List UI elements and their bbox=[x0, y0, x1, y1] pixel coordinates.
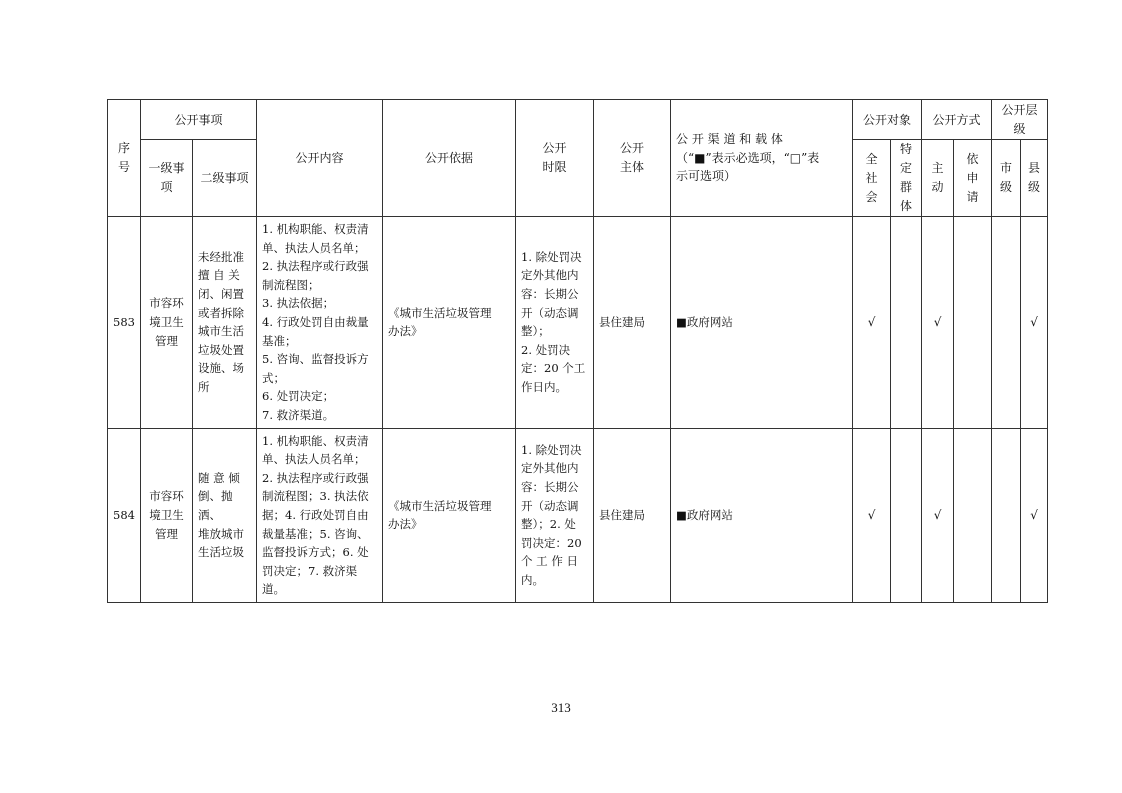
row-level2: 随 意 倾 倒、抛洒、 堆放城市 生活垃圾 bbox=[193, 428, 257, 602]
header-level-county: 县 级 bbox=[1021, 140, 1048, 217]
table-row bbox=[108, 217, 1048, 429]
row-time-limit: 1. 除处罚决 定外其他内 容：长期公 开（动态调 整）； 2. 处罚决 定：20 个工 作日内。 bbox=[516, 217, 594, 429]
row-method-active: √ bbox=[922, 217, 954, 429]
row-aud-all: √ bbox=[853, 428, 891, 602]
row-seq: 583 bbox=[108, 217, 141, 429]
header-method-request: 依 申 请 bbox=[954, 140, 992, 217]
row-aud-all: √ bbox=[853, 217, 891, 429]
row-method-active: √ bbox=[922, 428, 954, 602]
header-method: 公开方式 bbox=[922, 100, 992, 140]
row-aud-specific bbox=[891, 428, 922, 602]
header-aud-all: 全 社 会 bbox=[853, 140, 891, 217]
row-level-county: √ bbox=[1021, 428, 1048, 602]
header-basis: 公开依据 bbox=[383, 100, 516, 217]
header-level2: 二级事项 bbox=[193, 140, 257, 217]
row-level2: 未经批准 擅 自 关 闭、闲置 或者拆除 城市生活 垃圾处置 设施、场 所 bbox=[193, 217, 257, 429]
row-method-request bbox=[954, 428, 992, 602]
header-audience: 公开对象 bbox=[853, 100, 922, 140]
header-level-city: 市 级 bbox=[992, 140, 1021, 217]
row-content: 1. 机构职能、权责清 单、执法人员名单； 2. 执法程序或行政强 制流程图；3. 执法依 据；4. 行政处罚自由 裁量基准；5. 咨询、 监督投诉方式；6. 处 罚决定；7. 救济渠道。 bbox=[257, 428, 383, 602]
header-method-active: 主 动 bbox=[922, 140, 954, 217]
row-level-county: √ bbox=[1021, 217, 1048, 429]
row-level-city bbox=[992, 217, 1021, 429]
row-channel: ■政府网站 bbox=[671, 217, 853, 429]
row-subject: 县住建局 bbox=[594, 217, 671, 429]
header-channel: 公 开 渠 道 和 载 体 （“■”表示必选项，“□”表 示可选项） bbox=[671, 100, 853, 217]
row-level-city bbox=[992, 428, 1021, 602]
header-level1: 一级事 项 bbox=[141, 140, 193, 217]
header-seq: 序 号 bbox=[108, 100, 141, 217]
row-basis: 《城市生活垃圾管理 办法》 bbox=[383, 217, 516, 429]
header-subject: 公开 主体 bbox=[594, 100, 671, 217]
header-items: 公开事项 bbox=[141, 100, 257, 140]
header-level: 公开层 级 bbox=[992, 100, 1048, 140]
row-channel: ■政府网站 bbox=[671, 428, 853, 602]
table-row bbox=[108, 428, 1048, 602]
row-level1: 市容环 境卫生 管理 bbox=[141, 428, 193, 602]
row-seq: 584 bbox=[108, 428, 141, 602]
page-number: 313 bbox=[551, 700, 571, 715]
row-method-request bbox=[954, 217, 992, 429]
disclosure-table bbox=[107, 99, 1048, 603]
row-level1: 市容环 境卫生 管理 bbox=[141, 217, 193, 429]
row-aud-specific bbox=[891, 217, 922, 429]
header-content: 公开内容 bbox=[257, 100, 383, 217]
row-content: 1. 机构职能、权责清 单、执法人员名单； 2. 执法程序或行政强 制流程图； 3. 执法依据； 4. 行政处罚自由裁量 基准； 5. 咨询、监督投诉方 式； 6. 处罚决定； 7. 救济渠道。 bbox=[257, 217, 383, 429]
header-aud-specific: 特 定 群 体 bbox=[891, 140, 922, 217]
header-row-1 bbox=[108, 100, 1048, 140]
header-time-limit: 公开 时限 bbox=[516, 100, 594, 217]
row-time-limit: 1. 除处罚决 定外其他内 容：长期公 开（动态调 整）；2. 处 罚决定：20 个 工 作 日 内。 bbox=[516, 428, 594, 602]
row-basis: 《城市生活垃圾管理 办法》 bbox=[383, 428, 516, 602]
row-subject: 县住建局 bbox=[594, 428, 671, 602]
